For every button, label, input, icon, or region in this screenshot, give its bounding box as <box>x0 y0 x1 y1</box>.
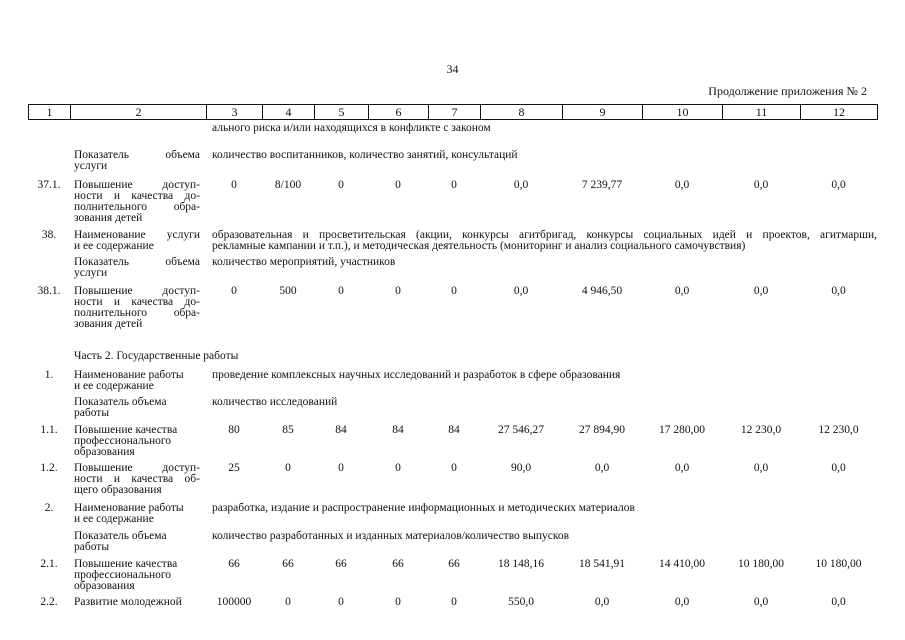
value-cell: 0,0 <box>674 285 690 297</box>
label-line: и ее содержание <box>74 240 154 252</box>
value-cell: 0,0 <box>753 462 769 474</box>
value-cell: 0,0 <box>831 179 846 191</box>
value-cell: 0 <box>231 285 237 297</box>
value-cell: 0,0 <box>513 179 529 191</box>
row-label <box>74 503 200 525</box>
value-cell: 84 <box>448 424 460 436</box>
value-cell: 0 <box>338 596 344 608</box>
value-cell: 0,0 <box>831 596 846 608</box>
row-label <box>74 397 200 419</box>
row-number: 1. <box>44 369 54 381</box>
value-cell: 14 410,00 <box>659 558 705 570</box>
label-line: услуги <box>74 160 108 172</box>
value-cell: 17 280,00 <box>659 424 705 436</box>
row-number: 37.1. <box>37 179 61 191</box>
label-line: образования <box>74 446 135 458</box>
value-cell: 66 <box>228 558 240 570</box>
value-cell: 0,0 <box>831 285 846 297</box>
value-cell: 8/100 <box>274 179 302 191</box>
row-number: 2.2. <box>40 596 58 608</box>
label-line: Повышение качества <box>74 558 178 570</box>
label-line: щего образования <box>74 484 162 496</box>
label-line: зования детей <box>74 318 143 330</box>
value-cell: 84 <box>335 424 347 436</box>
label-line: и ее содержание <box>74 380 154 392</box>
row-number: 2.1. <box>40 558 58 570</box>
value-cell: 0 <box>395 285 401 297</box>
row-description: количество мероприятий, участников <box>212 256 396 268</box>
value-cell: 0,0 <box>831 462 846 474</box>
value-cell: 0 <box>395 596 401 608</box>
value-cell: 0,0 <box>753 179 769 191</box>
column-header: 3 <box>207 105 263 120</box>
value-cell: 0 <box>451 462 457 474</box>
row-label <box>74 370 200 392</box>
value-cell: 0 <box>338 462 344 474</box>
value-cell: 0 <box>338 285 344 297</box>
row-label <box>74 150 200 172</box>
row-label <box>74 286 200 330</box>
value-cell: 0,0 <box>674 179 690 191</box>
label-line: Показатель объема <box>74 396 167 408</box>
value-cell: 25 <box>228 462 240 474</box>
value-cell: 18 541,91 <box>579 558 625 570</box>
value-cell: 0 <box>285 596 291 608</box>
label-line: работы <box>74 407 110 419</box>
label-line: полнительного обра- <box>74 201 200 213</box>
label-line: зования детей <box>74 212 143 224</box>
column-header: 8 <box>481 105 563 120</box>
value-cell: 10 180,00 <box>815 558 862 570</box>
label-line: профессионального <box>74 569 172 581</box>
label-line: Повышение качества <box>74 424 178 436</box>
row-number: 1.1. <box>40 424 58 436</box>
value-cell: 10 180,00 <box>738 558 784 570</box>
label-line: Наименование работы <box>74 502 184 514</box>
label-line: Показатель объема <box>74 530 167 542</box>
value-cell: 90,0 <box>510 462 532 474</box>
column-header: 10 <box>643 105 723 120</box>
value-cell: 85 <box>282 424 294 436</box>
value-cell: 100000 <box>216 596 252 608</box>
value-cell: 66 <box>282 558 294 570</box>
description-line: рекламные кампании и т.п.), и методическая деятельность (мониторинг и анализ социального самочувствия) <box>212 240 746 252</box>
value-cell: 0,0 <box>674 462 690 474</box>
label-line: ности и качества до- <box>74 190 200 202</box>
value-cell: 0 <box>451 285 457 297</box>
label-line: Показатель объема <box>74 149 200 161</box>
row-label <box>74 559 200 592</box>
label-line: Повышение доступ- <box>74 179 200 191</box>
label-line: профессионального <box>74 435 172 447</box>
label-line: Повышение доступ- <box>74 462 200 474</box>
column-header: 5 <box>315 105 369 120</box>
row-number: 38. <box>41 229 57 241</box>
value-cell: 66 <box>448 558 460 570</box>
column-header: 9 <box>563 105 643 120</box>
label-line: ности и качества до- <box>74 296 200 308</box>
label-line: Показатель объема <box>74 256 200 268</box>
row-label <box>74 180 200 224</box>
value-cell: 500 <box>279 285 297 297</box>
value-cell: 550,0 <box>508 596 534 608</box>
label-line: и ее содержание <box>74 513 154 525</box>
value-cell: 0 <box>451 596 457 608</box>
row-description: разработка, издание и распространение информационных и методических материалов <box>212 502 635 514</box>
value-cell: 66 <box>392 558 404 570</box>
label-line: Наименование услуги <box>74 229 200 241</box>
value-cell: 0 <box>451 179 457 191</box>
column-header: 4 <box>263 105 315 120</box>
row-description: проведение комплексных научных исследований и разработок в сфере образования <box>212 369 621 381</box>
value-cell: 0,0 <box>594 596 610 608</box>
label-line: Наименование работы <box>74 369 184 381</box>
column-header: 6 <box>369 105 429 120</box>
column-header: 7 <box>429 105 481 120</box>
column-header: 11 <box>723 105 801 120</box>
value-cell: 27 894,90 <box>579 424 625 436</box>
row-description: количество воспитанников, количество занятий, консультаций <box>212 149 518 161</box>
column-header: 2 <box>71 105 207 120</box>
row-label <box>74 425 200 458</box>
value-cell: 18 148,16 <box>498 558 544 570</box>
column-header: 12 <box>801 105 878 120</box>
value-cell: 0,0 <box>594 462 610 474</box>
value-cell: 27 546,27 <box>498 424 544 436</box>
value-cell: 0,0 <box>513 285 529 297</box>
value-cell: 0,0 <box>674 596 690 608</box>
value-cell: 80 <box>228 424 240 436</box>
row-label <box>74 463 200 496</box>
label-line: Развитие молодежной <box>74 596 182 608</box>
value-cell: 4 946,50 <box>581 285 623 297</box>
value-cell: 0,0 <box>753 285 769 297</box>
section-heading: Часть 2. Государственные работы <box>74 350 239 362</box>
value-cell: 0,0 <box>753 596 769 608</box>
page-number: 34 <box>446 62 459 76</box>
value-cell: 66 <box>335 558 347 570</box>
row-number: 1.2. <box>40 462 58 474</box>
value-cell: 0 <box>285 462 291 474</box>
row-label <box>74 531 200 553</box>
row-description <box>212 230 877 252</box>
row-label <box>74 597 200 608</box>
label-line: Повышение доступ- <box>74 285 200 297</box>
description-line: образовательная и просветительская (акции, конкурсы агитбригад, конкурсы социальных идей и проектов, агитмарши, <box>212 229 877 241</box>
label-line: ности и качества об- <box>74 473 200 485</box>
row-label <box>74 230 200 252</box>
row-label <box>74 257 200 279</box>
label-line: образования <box>74 580 135 592</box>
row-number: 2. <box>44 502 54 514</box>
label-line: услуги <box>74 267 108 279</box>
row-description: количество разработанных и изданных материалов/количество выпусков <box>212 530 570 542</box>
value-cell: 7 239,77 <box>581 179 623 191</box>
value-cell: 12 230,0 <box>740 424 782 436</box>
continuation-heading: Продолжение приложения № 2 <box>708 84 867 98</box>
value-cell: 0 <box>395 462 401 474</box>
row-description: количество исследований <box>212 396 338 408</box>
value-cell: 84 <box>392 424 404 436</box>
value-cell: 0 <box>231 179 237 191</box>
value-cell: 12 230,0 <box>818 424 859 436</box>
value-cell: 0 <box>395 179 401 191</box>
label-line: полнительного обра- <box>74 307 200 319</box>
value-cell: 0 <box>338 179 344 191</box>
label-line: работы <box>74 541 110 553</box>
column-header: 1 <box>29 105 71 120</box>
continued-text: ального риска и/или находящихся в конфликте с законом <box>212 122 491 134</box>
row-number: 38.1. <box>37 285 61 297</box>
